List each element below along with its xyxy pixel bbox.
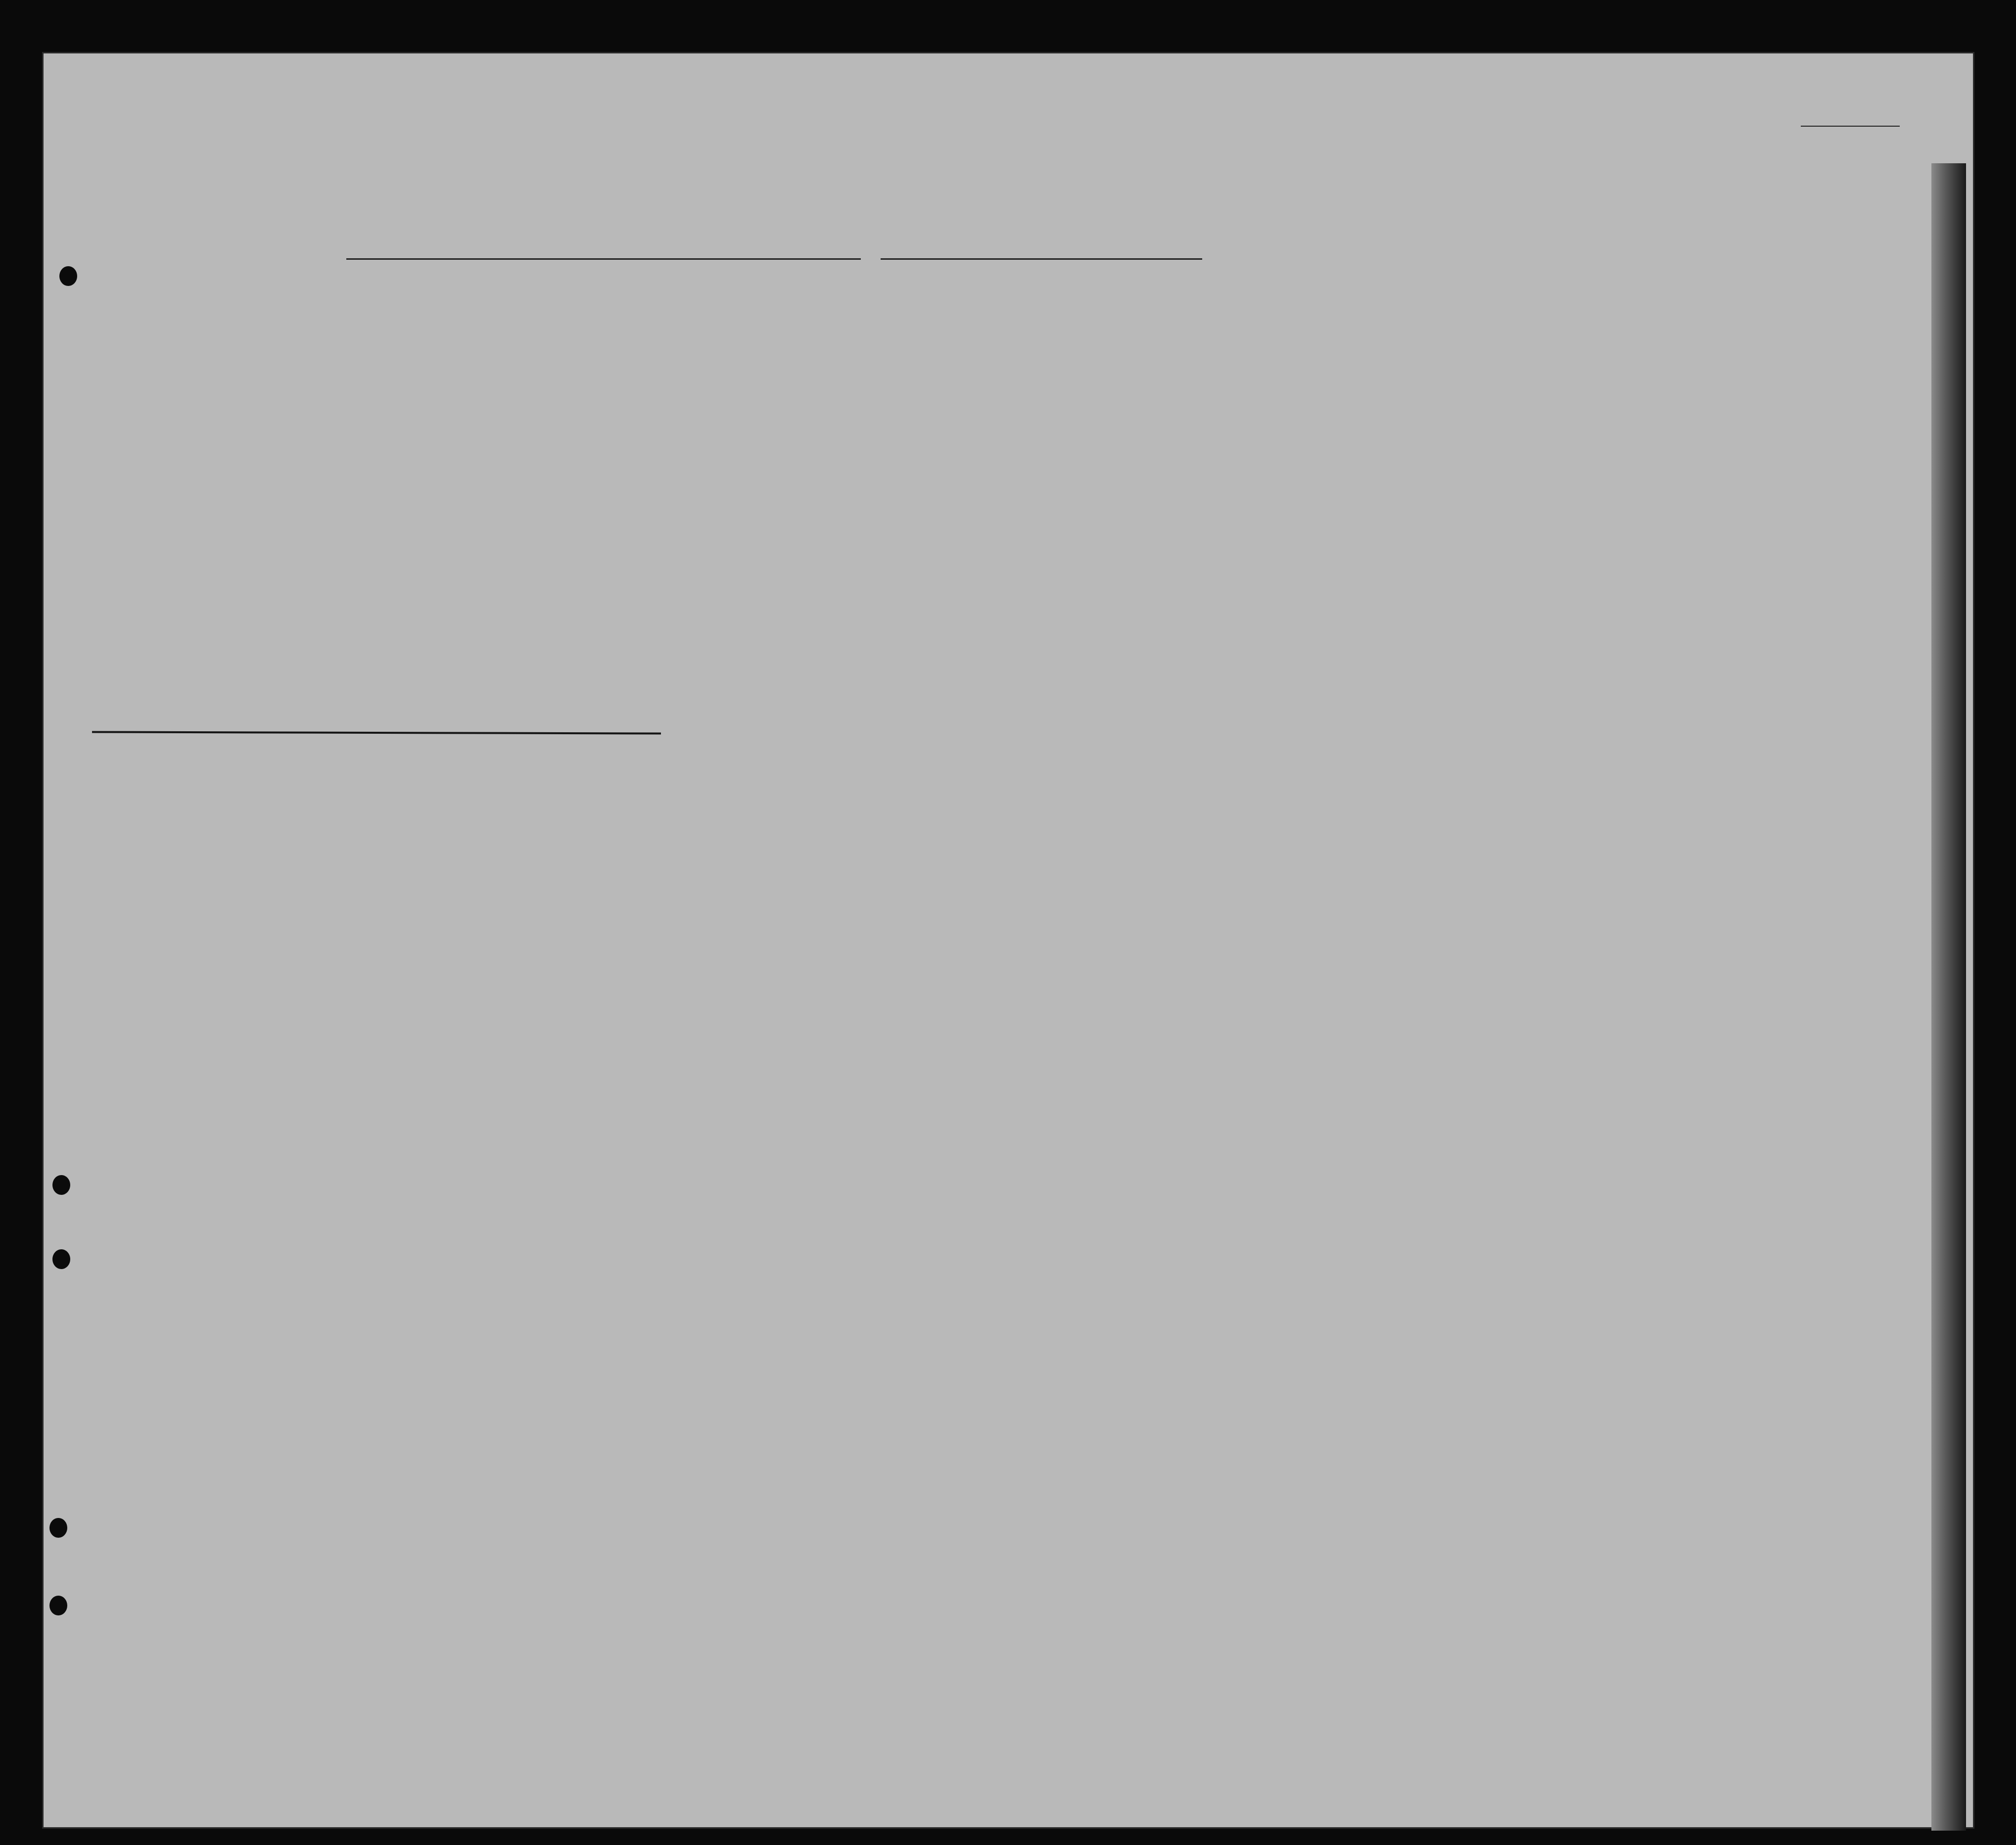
manifest-sheet	[44, 53, 1973, 1827]
punch-hole	[49, 1518, 67, 1538]
punch-hole	[59, 266, 77, 286]
header-offer	[1440, 324, 1475, 453]
list-line	[1801, 126, 1900, 127]
header-purpose-return	[1148, 344, 1177, 453]
punch-hole	[52, 1175, 70, 1195]
header-prison	[1299, 324, 1328, 453]
header-q28	[1385, 324, 1435, 453]
punch-hole	[49, 1596, 67, 1615]
header-purpose-length	[1212, 344, 1232, 453]
header-purpose-citizen	[1266, 344, 1285, 453]
sheet-edge-shadow	[1931, 163, 1966, 1831]
punch-hole	[52, 1249, 70, 1269]
header-deported	[1490, 324, 1510, 453]
port-line	[346, 258, 861, 260]
date-line	[881, 258, 1202, 260]
